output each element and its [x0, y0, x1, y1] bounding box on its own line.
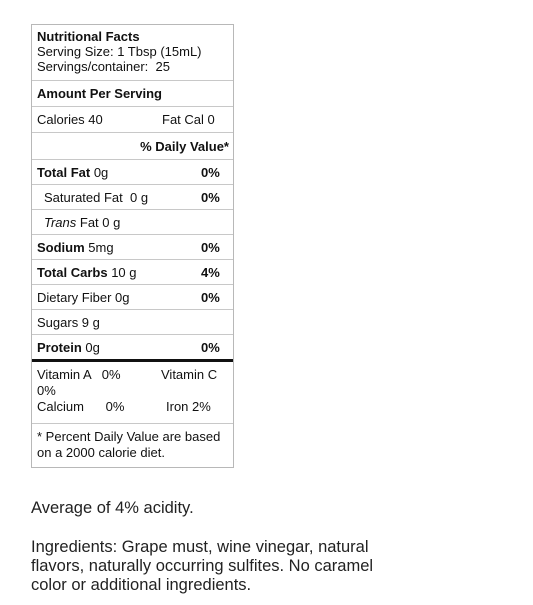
servings-per-container: Servings/container: 25: [37, 59, 170, 74]
total-fat-name: Total Fat: [37, 164, 91, 180]
protein-name: Protein: [37, 339, 82, 355]
total-fat-label: [37, 165, 108, 180]
sodium-amount: 5mg: [88, 239, 114, 255]
protein-row: [32, 334, 233, 359]
calories-row: [32, 106, 233, 132]
daily-value-header: [32, 132, 233, 159]
vitamins-section: [32, 359, 233, 423]
trans-fat-amount: Fat 0 g: [79, 214, 121, 230]
sugars-row: [32, 309, 233, 334]
protein-pct: 0%: [201, 339, 220, 355]
total-carbs-amount: 10 g: [111, 264, 137, 280]
saturated-fat-label: [44, 190, 148, 205]
total-fat-pct: 0%: [201, 164, 220, 180]
daily-value-header-text: % Daily Value*: [140, 138, 229, 154]
total-carbs-name: Total Carbs: [37, 264, 108, 280]
trans-fat-name: Trans: [44, 214, 77, 230]
dietary-fiber-row: [32, 284, 233, 309]
daily-value-footnote: * Percent Daily Value are based on a 2000 calorie diet.: [32, 423, 233, 467]
fat-calories: Fat Cal 0: [162, 112, 215, 127]
amount-per-serving-text: Amount Per Serving: [37, 86, 162, 101]
total-fat-amount: 0g: [93, 164, 109, 180]
total-fat-row: [32, 159, 233, 184]
trans-fat-label: [44, 215, 120, 230]
label-title: Nutritional Facts: [37, 29, 140, 44]
total-carbs-pct: 4%: [201, 264, 220, 280]
calcium: Calcium 0%: [37, 399, 125, 414]
vitamin-c: Vitamin C: [161, 367, 218, 382]
nutrition-facts-label: [31, 24, 234, 468]
dietary-fiber-pct: 0%: [201, 289, 220, 305]
saturated-fat-pct: 0%: [201, 189, 220, 205]
ingredients-text: Ingredients: Grape must, wine vinegar, natural flavors, naturally occurring sulfites. No caramel color or additional ingredients.: [31, 538, 374, 594]
dietary-fiber-label: Dietary Fiber 0g: [37, 289, 130, 305]
protein-amount: 0g: [85, 339, 100, 355]
sodium-name: Sodium: [37, 239, 85, 255]
total-carbs-label: [37, 265, 137, 280]
label-header: [32, 25, 233, 80]
vitamin-a-wrap: 0%: [37, 383, 56, 398]
sodium-pct: 0%: [201, 239, 220, 255]
serving-size: Serving Size: 1 Tbsp (15mL): [37, 44, 202, 59]
iron: Iron 2%: [166, 399, 211, 414]
trans-fat-row: [32, 209, 233, 234]
acidity-note: Average of 4% acidity.: [31, 499, 194, 517]
total-carbs-row: [32, 259, 233, 284]
protein-label: [37, 340, 100, 355]
saturated-fat-row: [32, 184, 233, 209]
sodium-label: [37, 240, 114, 255]
saturated-fat-amount: 0 g: [130, 189, 149, 205]
sugars-label: Sugars 9 g: [37, 314, 100, 330]
amount-per-serving: [32, 80, 233, 106]
calories: Calories 40: [37, 112, 103, 127]
saturated-fat-name: Saturated Fat: [44, 189, 123, 205]
sodium-row: [32, 234, 233, 259]
vitamin-a: Vitamin A 0%: [37, 367, 121, 382]
